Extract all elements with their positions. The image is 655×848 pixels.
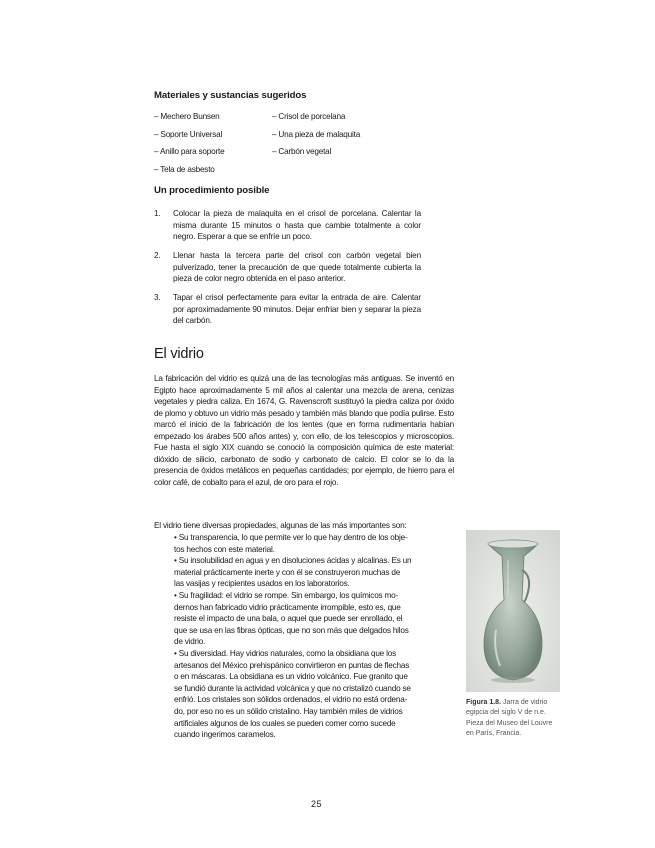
material-item: – Crisol de porcelana [272,112,346,121]
step-number: 1. [154,209,161,218]
properties-lead: El vidrio tiene diversas propiedades, algunas de las más importantes son: [154,521,407,530]
list-item: • Su fragilidad: el vidrio se rompe. Sin embargo, los químicos mo- dernos han fabricado vidrio prácticamente irrompible, esto es, que resiste el impacto de una bala, o aquel que puede ser enrollado, el que se usa en las fibras ópticas, que no son más que delgados hilos de vidrio. [174,590,409,647]
step-number: 3. [154,293,161,302]
materials-col1 [154,108,224,178]
properties-list [174,532,459,741]
materials-heading: Materiales y sustancias sugeridos [154,90,307,101]
figure-caption [466,698,562,739]
list-item: • Su insolubilidad en agua y en disoluciones ácidas y alcalinas. Es un material prácticamente inerte y con él se construyeron muchas de las vasijas y recipientes usados en los laboratorios. [174,556,412,589]
intro-paragraph: La fabricación del vidrio es quizá una de las tecnologías más antiguas. Se inventó en Egipto hace aproximadamente 5 mil años al calentar una mezcla de arena, cenizas vegetales y piedra caliza. En 1674, G. Ravenscroft sustituyó la piedra caliza por óxido de plomo y obtuvo un vidrio más pesado y también más blando que podía pulirse. Esto marcó el inicio de la fabricación de los lentes (que en forma rudimentaria habían empezado los árabes 500 años antes) y, con ello, de los telescopios y microscopios. Fue hasta el siglo XIX cuando se conoció la composición química de este material: dióxido de silicio, carbonato de sodio y carbonato de calcio. El color se lo da la presencia de óxidos metálicos en pequeñas cantidades; por ejemplo, de hierro para el color café, de cobalto para el azul, de oro para el rojo. [154,374,454,487]
material-item: – Una pieza de malaquita [272,129,361,139]
page-number: 25 [311,799,323,809]
material-item: – Soporte Universal [154,129,223,139]
list-item: • Su transparencia, lo que permite ver lo que hay dentro de los obje- tos hechos con este material. [174,533,408,554]
step-text: Llenar hasta la tercera parte del crisol con carbón vegetal bien pulverizado, tener la precaución de que quede totalmente cubierta la pieza de color negro obtenida en el paso anterior. [173,251,421,284]
figure-label: Figura 1.8. [466,699,502,706]
material-item: – Tela de asbesto [154,164,215,174]
material-item: – Mechero Bunsen [154,112,220,121]
procedure-step [154,208,424,244]
list-item: • Su diversidad. Hay vidrios naturales, como la obsidiana que los artesanos del México prehispánico convirtieron en puntas de flechas o en máscaras. La obsidiana es un vidrio volcánico. Fue granito que se fundió durante la actividad volcánica y que no cristalizó cuando se enfrió. Los cristales son sólidos ordenados, el vidrio no está ordena- do, por eso no es un sólido cristalino. Hay también miles de vidrios artificiales algunos de los cuales se pueden comer como sucede cuando ingerimos caramelos. [174,648,411,740]
glass-jar-illustration [466,530,560,692]
procedure-step [154,292,424,328]
figure-caption-text: Jarra de vidrio egipcia del siglo V de n.e. Pieza del Museo del Louvre en París, Francia. [466,699,553,737]
procedure-step [154,250,424,286]
section-title: El vidrio [154,346,204,362]
materials-col2 [272,108,360,161]
step-text: Tapar el crisol perfectamente para evitar la entrada de aire. Calentar por aproximadamente 90 minutos. Dejar enfriar bien y separar la pieza del carbón. [173,293,421,326]
procedure-heading: Un procedimiento posible [154,185,270,196]
step-number: 2. [154,251,161,260]
material-item: – Anillo para soporte [154,147,225,156]
figure-image [466,530,560,692]
material-item: – Carbón vegetal [272,147,332,156]
step-text: Colocar la pieza de malaquita en el crisol de porcelana. Calentar la misma durante 15 minutos o hasta que cambie totalmente a color negro. Esperar a que se enfríe un poco. [173,209,421,242]
